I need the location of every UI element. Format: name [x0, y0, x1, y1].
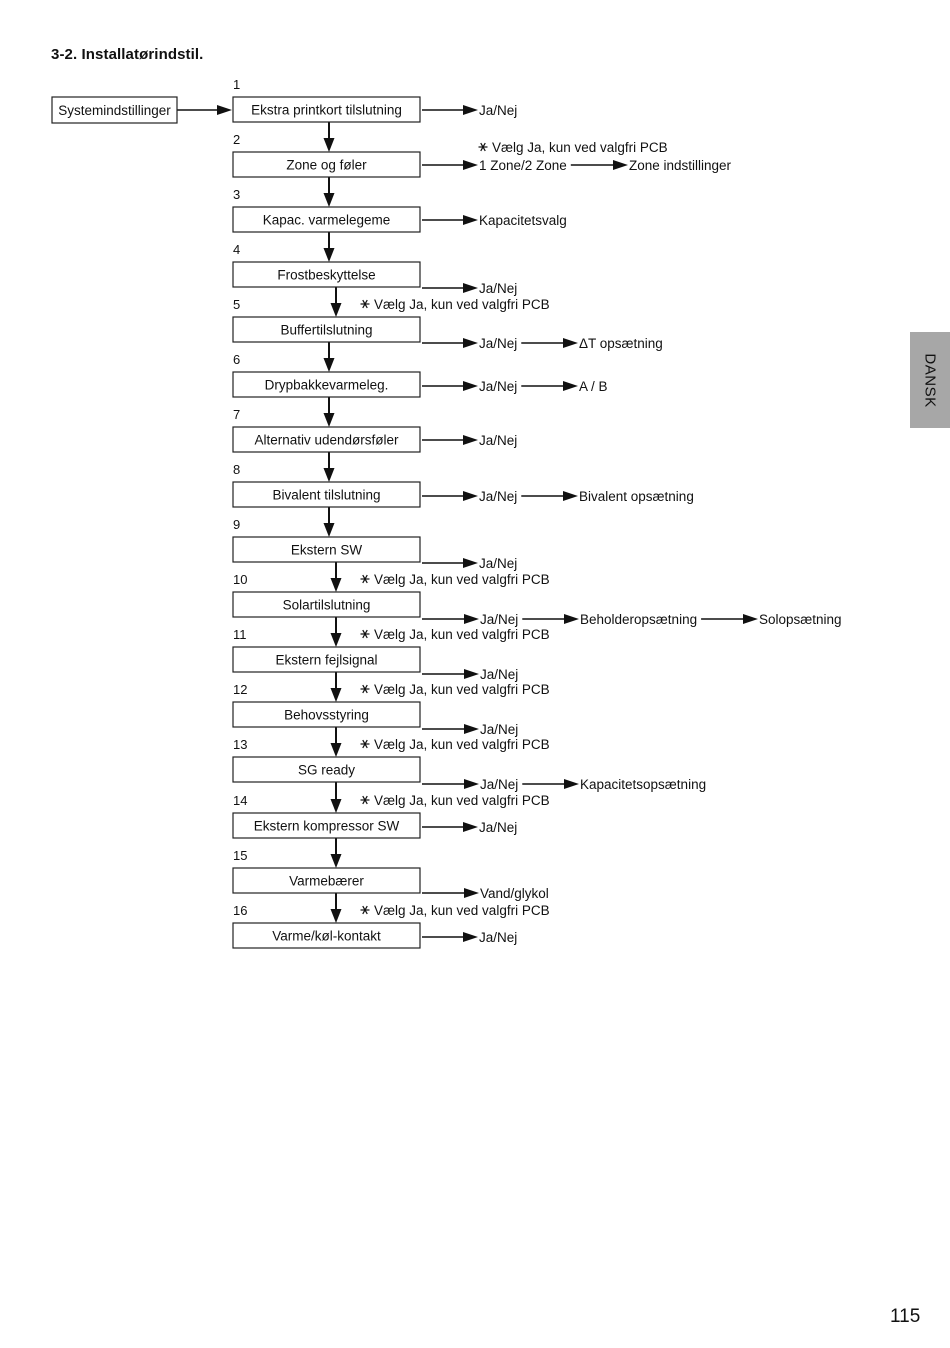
step-6-label: Drypbakkevarmeleg. [264, 377, 389, 393]
step-6-down-arrow-head [324, 413, 335, 427]
step-14-down-arrow-head [331, 854, 342, 868]
step-14-label: Ekstern kompressor SW [253, 818, 400, 834]
root-arrow-head [217, 105, 232, 115]
step-12-label: Behovsstyring [284, 707, 369, 723]
step-11-option-0: Ja/Nej [480, 667, 519, 682]
step-11-down-arrow-head [331, 688, 342, 702]
step-16-label: Varme/køl-kontakt [272, 928, 381, 944]
step-7-option-0: Ja/Nej [479, 433, 518, 448]
step-15-number: 15 [233, 848, 248, 863]
step-14-arrow-0-head [463, 822, 478, 832]
step-1-arrow-0-head [463, 105, 478, 115]
step-10-label: Solartilslutning [282, 597, 371, 613]
language-tab-label: DANSK [921, 352, 939, 408]
step-10-note: Vælg Ja, kun ved valgfri PCB [374, 572, 550, 587]
step-4-down-arrow-head [331, 303, 342, 317]
step-4-option-0: Ja/Nej [479, 281, 518, 296]
step-2-arrow-1-head [613, 160, 628, 170]
step-11-note: Vælg Ja, kun ved valgfri PCB [374, 627, 550, 642]
step-13-down-arrow-head [331, 799, 342, 813]
step-10-down-arrow-head [331, 633, 342, 647]
step-13-note: Vælg Ja, kun ved valgfri PCB [374, 737, 550, 752]
step-11-note-icon [361, 630, 370, 638]
step-3-label: Kapac. varmelegeme [262, 212, 391, 228]
step-4-arrow-0-head [463, 283, 478, 293]
step-2-note: Vælg Ja, kun ved valgfri PCB [492, 140, 668, 155]
step-5-note: Vælg Ja, kun ved valgfri PCB [374, 297, 550, 312]
step-2-down-arrow-head [324, 193, 335, 207]
step-13-label: SG ready [297, 762, 356, 778]
step-12-note-icon [361, 685, 370, 693]
step-2-note-icon [479, 143, 488, 151]
step-11-arrow-0-head [464, 669, 479, 679]
step-3-number: 3 [233, 187, 241, 202]
step-10-number: 10 [233, 572, 248, 587]
step-10-note-icon [361, 575, 370, 583]
step-2-arrow-0-head [463, 160, 478, 170]
root-label: Systemindstillinger [58, 103, 171, 118]
step-6-option-0: Ja/Nej [479, 379, 518, 394]
step-12-number: 12 [233, 682, 248, 697]
step-15-label: Varmebærer [289, 873, 364, 889]
step-14-number: 14 [233, 793, 248, 808]
step-5-down-arrow-head [324, 358, 335, 372]
step-14-note-icon [361, 796, 370, 804]
step-7-label: Alternativ udendørsføler [254, 432, 399, 448]
step-6-arrow-1-head [563, 381, 578, 391]
step-5-option-0: Ja/Nej [479, 336, 518, 351]
step-8-arrow-1-head [563, 491, 578, 501]
step-12-down-arrow-head [331, 743, 342, 757]
step-2-option-1: Zone indstillinger [629, 158, 732, 173]
step-5-arrow-1-head [563, 338, 578, 348]
step-2-label: Zone og føler [286, 157, 367, 173]
step-6-option-1: A / B [579, 379, 608, 394]
step-10-option-2: Solopsætning [759, 612, 842, 627]
step-4-number: 4 [233, 242, 241, 257]
language-tab [910, 332, 950, 428]
step-13-note-icon [361, 740, 370, 748]
step-15-down-arrow-head [331, 909, 342, 923]
step-7-number: 7 [233, 407, 241, 422]
step-16-option-0: Ja/Nej [479, 930, 518, 945]
step-1-down-arrow-head [324, 138, 335, 152]
step-13-option-0: Ja/Nej [480, 777, 519, 792]
step-13-arrow-1-head [564, 779, 579, 789]
step-13-number: 13 [233, 737, 248, 752]
step-10-option-0: Ja/Nej [480, 612, 519, 627]
step-13-option-1: Kapacitetsopsætning [580, 777, 707, 792]
step-15-arrow-0-head [464, 888, 479, 898]
step-12-arrow-0-head [464, 724, 479, 734]
step-16-number: 16 [233, 903, 248, 918]
step-16-note-icon [361, 906, 370, 914]
step-16-note: Vælg Ja, kun ved valgfri PCB [374, 903, 550, 918]
step-7-arrow-0-head [463, 435, 478, 445]
step-1-option-0: Ja/Nej [479, 103, 518, 118]
step-1-number: 1 [233, 77, 241, 92]
step-12-option-0: Ja/Nej [480, 722, 519, 737]
step-5-arrow-0-head [463, 338, 478, 348]
step-9-number: 9 [233, 517, 241, 532]
step-8-option-0: Ja/Nej [479, 489, 518, 504]
step-10-option-1: Beholderopsætning [580, 612, 698, 627]
step-2-option-0: 1 Zone/2 Zone [479, 158, 567, 173]
step-3-option-0: Kapacitetsvalg [479, 213, 567, 228]
step-5-number: 5 [233, 297, 241, 312]
step-2-number: 2 [233, 132, 241, 147]
page-title: 3-2. Installatørindstil. [51, 46, 204, 63]
step-9-option-0: Ja/Nej [479, 556, 518, 571]
step-10-arrow-0-head [464, 614, 479, 624]
step-4-label: Frostbeskyttelse [277, 267, 376, 283]
step-9-down-arrow-head [331, 578, 342, 592]
step-16-arrow-0-head [463, 932, 478, 942]
step-1-label: Ekstra printkort tilslutning [251, 102, 402, 118]
step-8-label: Bivalent tilslutning [272, 487, 381, 503]
step-7-down-arrow-head [324, 468, 335, 482]
step-8-number: 8 [233, 462, 241, 477]
step-6-number: 6 [233, 352, 241, 367]
step-10-arrow-1-head [564, 614, 579, 624]
step-15-option-0: Vand/glykol [480, 886, 549, 901]
step-11-label: Ekstern fejlsignal [275, 652, 378, 668]
step-9-label: Ekstern SW [290, 542, 363, 558]
step-3-arrow-0-head [463, 215, 478, 225]
step-10-arrow-2-head [743, 614, 758, 624]
step-5-label: Buffertilslutning [280, 322, 373, 338]
step-8-option-1: Bivalent opsætning [579, 489, 694, 504]
step-8-arrow-0-head [463, 491, 478, 501]
diagram-labels [58, 77, 841, 945]
step-11-number: 11 [233, 627, 247, 642]
step-9-arrow-0-head [463, 558, 478, 568]
step-5-note-icon [361, 300, 370, 308]
step-14-note: Vælg Ja, kun ved valgfri PCB [374, 793, 550, 808]
step-5-option-1: ΔT opsætning [579, 336, 663, 351]
step-13-arrow-0-head [464, 779, 479, 789]
step-8-down-arrow-head [324, 523, 335, 537]
step-12-note: Vælg Ja, kun ved valgfri PCB [374, 682, 550, 697]
step-3-down-arrow-head [324, 248, 335, 262]
step-14-option-0: Ja/Nej [479, 820, 518, 835]
page-number: 115 [890, 1306, 921, 1327]
step-6-arrow-0-head [463, 381, 478, 391]
